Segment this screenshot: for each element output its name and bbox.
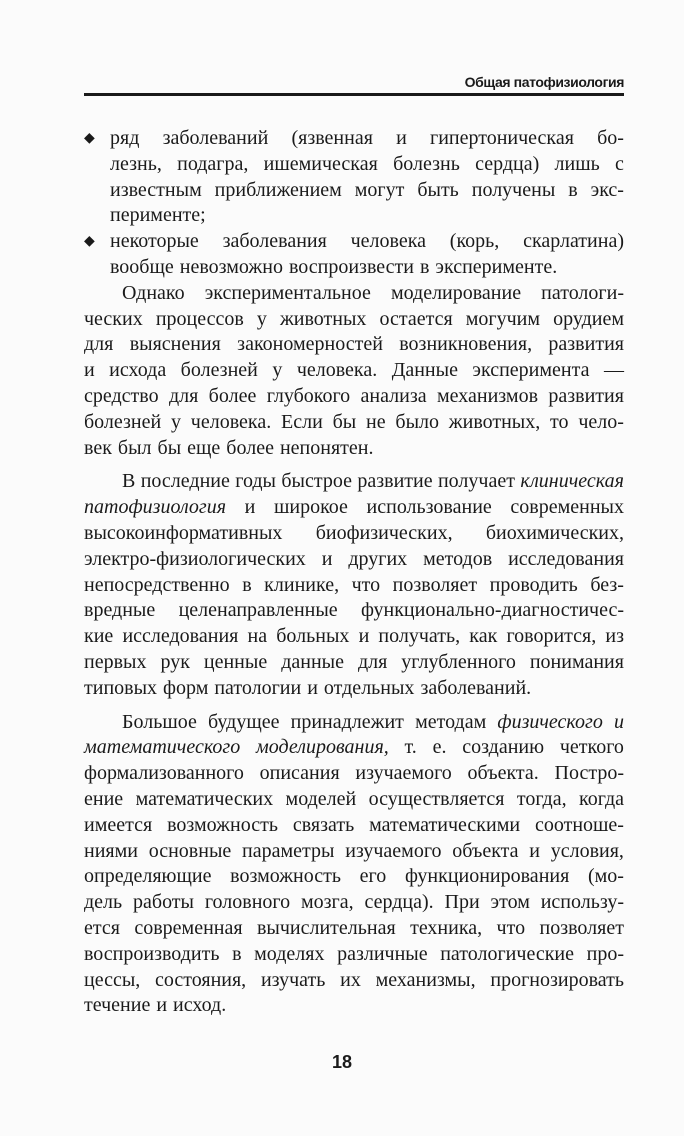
text-line — [84, 813, 624, 839]
word: гипертоническая — [430, 127, 574, 149]
word: воспроизвести — [288, 255, 414, 278]
word: в — [568, 178, 578, 201]
word: для — [357, 650, 388, 673]
word: для — [168, 384, 199, 407]
word: в — [232, 942, 242, 965]
word: заболеваний. — [420, 676, 532, 699]
word: функционально-диагностичес- — [361, 599, 624, 622]
word: эксперименте. — [435, 255, 558, 278]
word: глубокого — [266, 384, 351, 407]
text-line — [84, 624, 624, 650]
text-line — [84, 993, 624, 1019]
text-line — [84, 710, 624, 736]
word: было — [395, 410, 439, 433]
running-header: Общая патофизиология — [464, 74, 624, 90]
word: годы — [235, 470, 276, 493]
word: заболевания — [222, 230, 327, 253]
word: непосредственно — [84, 573, 230, 596]
word: современных — [510, 496, 624, 519]
word: как — [469, 625, 498, 648]
word: формализованного — [84, 762, 244, 785]
text-line — [84, 916, 624, 942]
word: методам — [415, 710, 487, 733]
word: человека — [350, 230, 427, 253]
word: При — [444, 891, 480, 914]
word: состояния, — [155, 968, 247, 991]
word: моделей — [285, 787, 357, 810]
bullet-icon: ◆ — [84, 234, 95, 250]
word: процессов — [155, 307, 244, 330]
word: е. — [432, 736, 447, 759]
word: ение — [84, 787, 124, 810]
word: то — [550, 410, 569, 433]
word: кие — [84, 625, 114, 648]
word: быстрое — [281, 470, 352, 493]
word: анализа — [360, 384, 427, 407]
word: моделирования, — [256, 736, 389, 759]
word: скарлатина) — [523, 230, 624, 253]
text-line — [84, 521, 624, 547]
word: у — [272, 359, 283, 382]
word: век — [84, 436, 112, 459]
word: патологи- — [541, 281, 624, 304]
text-line — [84, 864, 624, 890]
word: сердца). — [364, 891, 434, 914]
word: электро-физиологических — [84, 547, 306, 570]
word: других — [348, 547, 408, 570]
text-line — [84, 573, 624, 599]
word: (корь, — [449, 230, 500, 253]
word: этом — [490, 891, 530, 914]
word: без- — [590, 573, 624, 596]
word: математическими — [369, 813, 521, 836]
word: связать — [292, 813, 355, 836]
text-line — [84, 495, 624, 521]
word: Данные — [391, 359, 458, 382]
word: будущее — [208, 710, 280, 733]
text-line — [84, 839, 624, 865]
word: высокоинформативных — [84, 521, 283, 544]
word: углубленного — [401, 650, 516, 673]
word: и — [84, 359, 95, 382]
word: параметры — [242, 839, 335, 862]
word: мозга, — [300, 891, 354, 914]
word: эксперимента — [472, 359, 590, 382]
word: вообще — [110, 255, 174, 278]
word: принадлежит — [290, 710, 404, 733]
word: в — [242, 573, 252, 596]
word: техника, — [410, 916, 483, 939]
word: проводить — [489, 573, 578, 596]
word: вычислительная — [256, 916, 396, 939]
word: заболеваний — [162, 127, 269, 149]
word: экспериментальное — [204, 281, 371, 304]
word: с — [615, 152, 624, 175]
word: исход. — [173, 994, 227, 1017]
word: получать, — [378, 625, 461, 648]
word: Если — [281, 410, 323, 433]
word: клиническая — [520, 470, 624, 493]
word: их — [340, 968, 361, 991]
word: его — [359, 865, 387, 888]
word: на — [247, 625, 268, 648]
word: биохимических, — [485, 521, 624, 544]
text-line — [84, 942, 624, 968]
word: четкого — [559, 736, 624, 759]
word: ряд — [110, 127, 140, 149]
word: более — [226, 436, 274, 459]
word: возможность — [230, 865, 341, 888]
word: цессы, — [84, 968, 141, 991]
text-line — [84, 598, 624, 624]
word: быть — [417, 178, 459, 201]
text-line — [84, 890, 624, 916]
word: и — [307, 676, 318, 699]
text-line — [84, 126, 624, 152]
word: бо- — [597, 127, 624, 149]
word: ческих — [84, 307, 143, 330]
word: лезнь, — [110, 152, 162, 175]
word: был — [117, 436, 152, 459]
word: головного — [204, 891, 291, 914]
word: для — [84, 333, 114, 356]
word: широкое — [273, 496, 348, 519]
header-rule — [84, 93, 624, 96]
word: закономерностей — [237, 333, 383, 356]
word: понимания — [529, 650, 624, 673]
word: моделях — [254, 942, 325, 965]
word: данные — [281, 650, 344, 673]
word: исследования — [122, 625, 239, 648]
word: методов — [423, 547, 493, 570]
word: сердца) — [475, 152, 540, 175]
word: остается — [379, 307, 453, 330]
word: клинике, — [264, 573, 340, 596]
word: дель — [84, 891, 123, 914]
bullet-icon: ◆ — [84, 131, 95, 146]
text-line — [84, 203, 624, 229]
word: невозможно — [179, 255, 283, 278]
text-line — [84, 229, 624, 255]
word: болезней — [84, 410, 162, 433]
text-line — [84, 332, 624, 358]
text-line — [84, 650, 624, 676]
text-line — [84, 307, 624, 333]
word: первых — [84, 650, 147, 673]
word: человека. — [296, 359, 378, 382]
word: различные — [337, 942, 428, 965]
word: и — [358, 625, 370, 648]
word: у — [171, 410, 181, 433]
text-line — [84, 384, 624, 410]
word: форм — [163, 676, 209, 699]
word: больных — [276, 625, 350, 648]
word: бы — [332, 410, 357, 433]
word: и — [396, 127, 407, 149]
word: и — [613, 710, 624, 733]
word: орудием — [553, 307, 624, 330]
word: развития — [548, 384, 624, 407]
word: и — [156, 994, 168, 1017]
word: созданию — [462, 736, 545, 759]
word: животных, — [448, 410, 541, 433]
word: условия, — [550, 839, 624, 862]
word: рук — [160, 650, 190, 673]
word: течение — [84, 994, 151, 1017]
word: человека. — [190, 410, 272, 433]
word: биофизических, — [315, 521, 453, 544]
word: последние — [140, 470, 230, 493]
word: использу- — [540, 891, 624, 914]
paragraph-gap — [84, 702, 624, 710]
text-line — [84, 547, 624, 573]
word: когда — [579, 787, 624, 810]
word: возможность — [167, 813, 278, 836]
word: приближением — [214, 178, 342, 201]
text-line — [84, 968, 624, 994]
word: физического — [497, 710, 603, 733]
word: ишемическая — [263, 152, 378, 175]
word: подагра, — [177, 152, 249, 175]
word: вредные — [84, 599, 156, 622]
word: функционирования — [404, 865, 570, 888]
text-line — [84, 178, 624, 204]
word: экс- — [590, 178, 624, 201]
word: отдельных — [323, 676, 415, 699]
word: описания — [259, 762, 340, 785]
word: Однако — [122, 281, 185, 304]
text-line — [84, 281, 624, 307]
word: целенаправленные — [178, 599, 338, 622]
word: более — [208, 384, 257, 407]
word: средство — [84, 384, 159, 407]
text-line — [84, 469, 624, 495]
word: чело- — [578, 410, 624, 433]
word: типовых — [84, 676, 158, 699]
word: бы — [157, 436, 182, 459]
text-line — [84, 761, 624, 787]
word: механизмов — [437, 384, 539, 407]
word: могут — [354, 178, 405, 201]
word: исследования — [508, 547, 624, 570]
text-line — [84, 735, 624, 761]
word: получены — [471, 178, 556, 201]
word: математического — [84, 736, 241, 759]
word: говорится, — [506, 625, 597, 648]
word: известным — [110, 178, 202, 201]
word: развитие — [357, 470, 433, 493]
word: механизмы, — [375, 968, 476, 991]
word: у — [256, 307, 267, 330]
page-number: 18 — [331, 1052, 353, 1072]
word: ниями — [84, 839, 138, 862]
word: имеется — [84, 813, 153, 836]
text-line — [84, 255, 624, 281]
word: что — [351, 573, 381, 596]
word: развития — [548, 333, 624, 356]
word: соотноше- — [534, 813, 624, 836]
word: определяющие — [84, 865, 212, 888]
text-line — [84, 358, 624, 384]
word: болезней — [180, 359, 258, 382]
text-line — [84, 787, 624, 813]
word: исхода — [109, 359, 167, 382]
word: возникновения, — [399, 333, 533, 356]
word: осуществляется — [368, 787, 505, 810]
word: работы — [133, 891, 194, 914]
word: могучим — [465, 307, 541, 330]
word: прогнозировать — [490, 968, 624, 991]
word: объекта — [452, 839, 519, 862]
word: и — [529, 839, 540, 862]
word: моделирование — [390, 281, 522, 304]
word: про- — [586, 942, 624, 965]
text-line — [84, 676, 624, 702]
word: изучаемого — [345, 839, 442, 862]
word: — — [603, 359, 624, 382]
word: изучать — [260, 968, 326, 991]
word: перименте; — [110, 204, 206, 227]
word: выяснения — [129, 333, 221, 356]
word: непонятен. — [279, 436, 374, 459]
word: болезнь — [393, 152, 460, 175]
word: Постро- — [554, 762, 624, 785]
word: лишь — [554, 152, 600, 175]
word: воспроизводить — [84, 942, 220, 965]
word: получает — [437, 470, 515, 493]
word: что — [496, 916, 526, 939]
word: ется — [84, 916, 120, 939]
word: и — [321, 547, 333, 570]
word: т. — [404, 736, 417, 759]
word: позволяет — [392, 573, 478, 596]
word: патофизиология — [84, 496, 227, 519]
word: В — [122, 470, 136, 493]
word: патологические — [440, 942, 574, 965]
word: ценные — [203, 650, 268, 673]
word: патологии — [214, 676, 302, 699]
body-text — [84, 126, 624, 1019]
word: позволяет — [539, 916, 624, 939]
word: и — [244, 496, 256, 519]
word: не — [366, 410, 386, 433]
word: изучаемого — [355, 762, 452, 785]
word: еще — [187, 436, 221, 459]
word: Большое — [122, 710, 197, 733]
word: современная — [134, 916, 243, 939]
word: основные — [148, 839, 232, 862]
word: использование — [366, 496, 492, 519]
word: (язвенная — [291, 127, 373, 149]
word: тогда, — [516, 787, 567, 810]
paragraph-gap — [84, 461, 624, 469]
word: из — [605, 625, 624, 648]
word: (мо- — [587, 865, 624, 888]
word: некоторые — [110, 230, 199, 253]
word: объекта. — [467, 762, 539, 785]
word: математических — [135, 787, 274, 810]
text-line — [84, 152, 624, 178]
text-line — [84, 436, 624, 462]
word: животных — [279, 307, 367, 330]
word: в — [419, 255, 430, 278]
text-line — [84, 410, 624, 436]
